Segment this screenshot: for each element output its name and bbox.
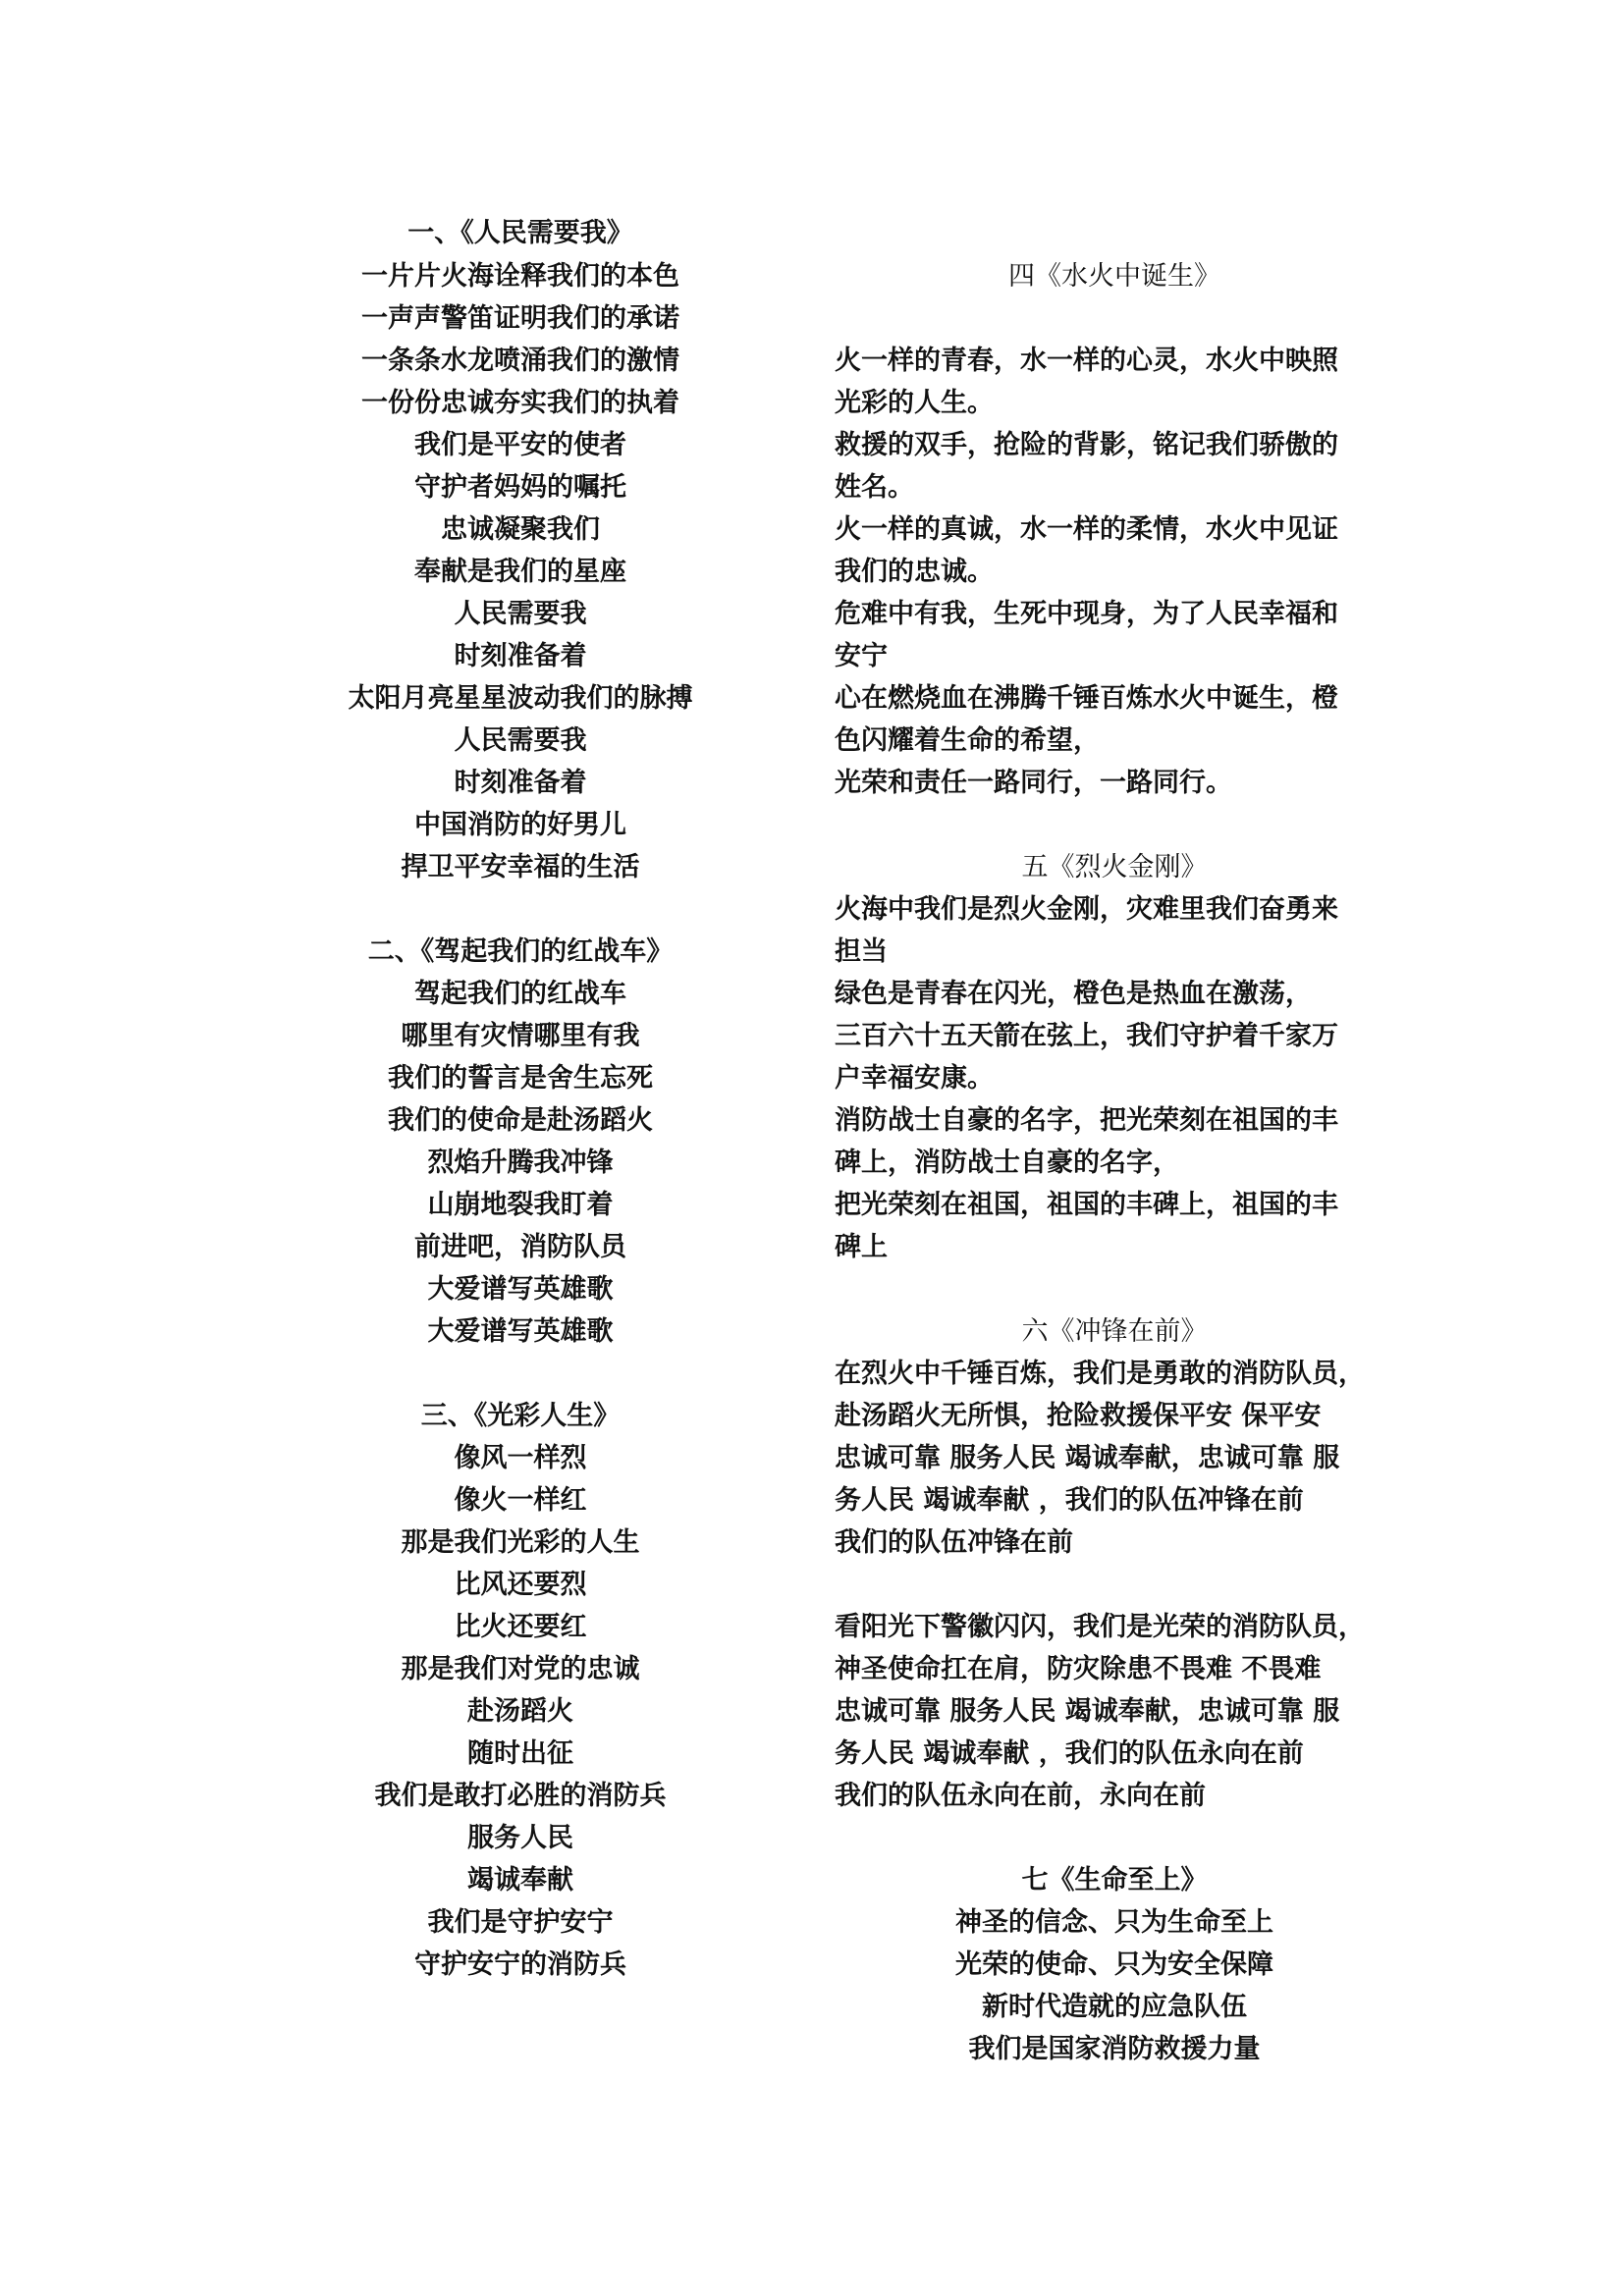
lyric-line: 安宁	[835, 641, 888, 671]
lyric-line: 神圣使命扛在肩，防灾除患不畏难 不畏难	[835, 1654, 1322, 1684]
lyric-line: 忠诚可靠 服务人民 竭诚奉献，忠诚可靠 服	[835, 1443, 1340, 1473]
lyric-line: 赴汤蹈火无所惧，抢险救援保平安 保平安	[835, 1401, 1322, 1431]
lyric-line: 色闪耀着生命的希望，	[835, 725, 1100, 756]
lyric-line: 碑上，消防战士自豪的名字，	[835, 1148, 1179, 1178]
lyric-line: 前进吧，消防队员	[414, 1232, 626, 1262]
lyric-line: 火一样的真诚，水一样的柔情，水火中见证	[835, 514, 1338, 545]
lyric-line: 在烈火中千锤百炼，我们是勇敢的消防队员，	[835, 1359, 1365, 1389]
lyric-line: 我们的誓言是舍生忘死	[388, 1063, 653, 1094]
lyric-line: 把光荣刻在祖国，祖国的丰碑上，祖国的丰	[835, 1190, 1338, 1220]
lyric-line: 救援的双手，抢险的背影，铭记我们骄傲的	[835, 430, 1338, 460]
lyric-line: 一片片火海诠释我们的本色	[361, 261, 679, 292]
section-title: 一、《人民需要我》	[407, 218, 633, 248]
lyric-line: 三百六十五天箭在弦上，我们守护着千家万	[835, 1021, 1338, 1051]
lyric-line: 我们是国家消防救援力量	[968, 2034, 1261, 2064]
lyric-line: 随时出征	[467, 1738, 573, 1769]
lyric-line: 光彩的人生。	[835, 388, 994, 418]
lyric-line: 我们是平安的使者	[414, 430, 626, 460]
lyric-line: 绿色是青春在闪光，橙色是热血在激荡，	[835, 979, 1312, 1009]
lyric-line: 像火一样红	[454, 1485, 587, 1516]
lyric-line: 火一样的青春，水一样的心灵，水火中映照	[835, 346, 1338, 376]
lyric-line: 一声声警笛证明我们的承诺	[361, 303, 679, 334]
lyric-line: 心在燃烧血在沸腾千锤百炼水火中诞生，橙	[835, 683, 1338, 714]
lyric-line: 服务人民	[467, 1823, 573, 1853]
lyric-line: 火海中我们是烈火金刚，灾难里我们奋勇来	[835, 894, 1338, 925]
lyric-line: 看阳光下警徽闪闪，我们是光荣的消防队员，	[835, 1612, 1365, 1642]
lyric-line: 哪里有灾情哪里有我	[401, 1021, 640, 1051]
lyric-line: 务人民 竭诚奉献 ，我们的队伍永向在前	[835, 1738, 1304, 1769]
lyric-line: 消防战士自豪的名字，把光荣刻在祖国的丰	[835, 1105, 1338, 1136]
lyric-line: 务人民 竭诚奉献 ，我们的队伍冲锋在前	[835, 1485, 1304, 1516]
lyric-line: 大爱谱写英雄歌	[427, 1316, 614, 1347]
lyric-line: 碑上	[835, 1232, 888, 1262]
lyric-line: 那是我们对党的忠诚	[401, 1654, 640, 1684]
lyric-line: 人民需要我	[454, 599, 587, 629]
lyric-line: 户幸福安康。	[835, 1063, 994, 1094]
lyric-line: 山崩地裂我盯着	[427, 1190, 614, 1220]
lyric-line: 守护者妈妈的嘱托	[414, 472, 626, 503]
lyric-line: 我们的队伍永向在前，永向在前	[835, 1781, 1206, 1811]
lyric-line: 忠诚凝聚我们	[441, 514, 600, 545]
lyric-line: 我们的忠诚。	[835, 557, 994, 587]
lyric-line: 像风一样烈	[454, 1443, 587, 1473]
lyric-line: 比风还要烈	[454, 1570, 587, 1600]
lyric-line: 中国消防的好男儿	[414, 810, 626, 840]
section-title: 三、《光彩人生》	[420, 1401, 621, 1431]
lyric-line: 捍卫平安幸福的生活	[401, 852, 640, 882]
lyric-line: 太阳月亮星星波动我们的脉搏	[348, 683, 693, 714]
lyric-line: 人民需要我	[454, 725, 587, 756]
lyric-line: 烈焰升腾我冲锋	[427, 1148, 614, 1178]
lyric-line: 新时代造就的应急队伍	[982, 1992, 1247, 2022]
lyric-line: 担当	[835, 936, 888, 967]
lyric-line: 时刻准备着	[454, 768, 587, 798]
lyric-line: 一条条水龙喷涌我们的激情	[361, 346, 679, 376]
section-title: 六《冲锋在前》	[1021, 1316, 1208, 1347]
lyric-line: 大爱谱写英雄歌	[427, 1274, 614, 1305]
lyric-line: 一份份忠诚夯实我们的执着	[361, 388, 679, 418]
section-title: 四《水火中诞生》	[1008, 261, 1220, 292]
lyric-line: 守护安宁的消防兵	[414, 1949, 626, 1980]
lyric-line: 奉献是我们的星座	[414, 557, 626, 587]
lyric-line: 光荣的使命、只为安全保障	[955, 1949, 1273, 1980]
lyric-line: 时刻准备着	[454, 641, 587, 671]
lyric-line: 神圣的信念、只为生命至上	[955, 1907, 1273, 1938]
section-title: 二、《驾起我们的红战车》	[367, 936, 674, 967]
lyric-line: 光荣和责任一路同行，一路同行。	[835, 768, 1232, 798]
section-title: 五《烈火金刚》	[1021, 852, 1208, 882]
lyric-line: 那是我们光彩的人生	[401, 1527, 640, 1558]
lyric-line: 驾起我们的红战车	[414, 979, 626, 1009]
lyric-line: 我们是守护安宁	[427, 1907, 614, 1938]
lyric-line: 我们的使命是赴汤蹈火	[388, 1105, 653, 1136]
lyric-line: 我们的队伍冲锋在前	[835, 1527, 1073, 1558]
lyric-line: 竭诚奉献	[467, 1865, 573, 1896]
lyric-line: 忠诚可靠 服务人民 竭诚奉献，忠诚可靠 服	[835, 1696, 1340, 1727]
section-title: 七《生命至上》	[1021, 1865, 1208, 1896]
lyric-line: 危难中有我，生死中现身，为了人民幸福和	[835, 599, 1338, 629]
lyric-line: 姓名。	[835, 472, 914, 503]
lyric-line: 赴汤蹈火	[467, 1696, 573, 1727]
lyric-line: 比火还要红	[454, 1612, 587, 1642]
lyric-line: 我们是敢打必胜的消防兵	[374, 1781, 667, 1811]
